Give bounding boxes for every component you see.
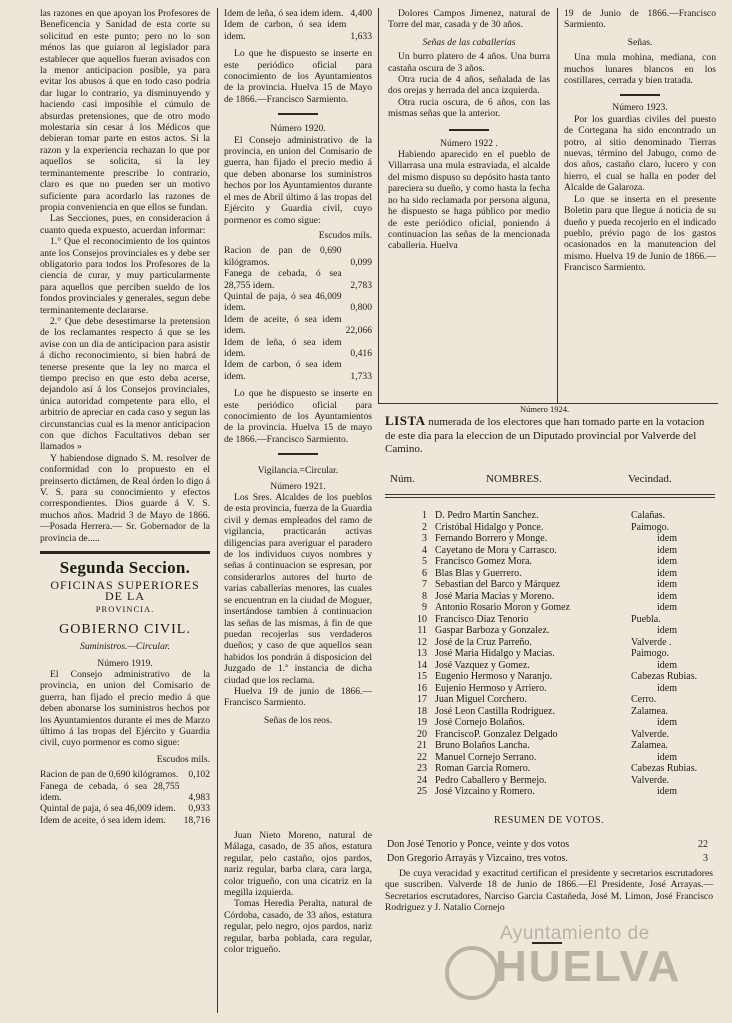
voter-number: 21 — [417, 740, 427, 751]
vote-text: Don José Tenorio y Ponce, veinte y dos votos — [387, 839, 570, 850]
voter-town: idem — [657, 751, 678, 763]
paragraph: Un burro platero de 4 años. Una burra castaña oscura de 3 años. — [388, 51, 550, 74]
voter-number: 5 — [422, 556, 427, 567]
table-row — [224, 359, 372, 382]
divider-ornament — [278, 113, 318, 115]
paragraph: 2.° Que debe desestimarse la pretension de los reclamantes respecto á que se les avise con un dia de anticipacion para asistir á dicho reconocimiento, si bien habrá de tenerse presente que la ley no marca el tiempo preciso en que esto deba acerse, dejandolo así á los Consejos provinciales, única autoridad competente para ello, el arbitrio de apreciar en cada caso y segun las circunstancias cual es la menor anticipacion con que dichos Facultativos deban ser llamados » — [40, 315, 210, 453]
paragraph: Lo que he dispuesto se inserte en este periódico oficial para conocimiento de los Ayuntamientos de la provincia. Huelva 15 de mayo de 1866.—Francisco Sarmiento. — [224, 388, 372, 445]
table-row — [385, 775, 705, 787]
price-item: Idem de aceite, ó sea idem idem. — [224, 313, 342, 337]
paragraph: De cuya veracidad y exactitud certifican el presidente y secretarios escrutadores que suscriben. Valverde 18 de Junio de 1866.—El Presidente, José Arrayas.—Secretarios escrutadores, Narciso Garcia Castañeda, José M. Limon, José Francisco Rodriguez y J. Natalio Cornejo — [385, 868, 713, 914]
price-item: Idem de carbon, ó sea idem idem. — [224, 359, 342, 382]
table-row — [40, 803, 210, 814]
voter-name: Sebastian del Barco y Márquez — [435, 579, 560, 590]
table-row — [224, 314, 372, 337]
voter-town: Paimogo. — [631, 648, 670, 659]
paragraph: Otra rucia de 4 años, señalada de las dos orejas y herrada del anca izquierda. — [388, 74, 550, 97]
subtitle: Suministros.—Circular. — [80, 641, 170, 653]
voter-town: idem — [657, 579, 678, 590]
price-item: Racion de pan de 0,690 kilógramos. — [40, 769, 179, 781]
subheading: Señas de los reos. — [263, 714, 333, 726]
column-3 — [388, 8, 550, 403]
voter-number: 16 — [417, 682, 427, 694]
table-row — [385, 740, 705, 752]
list-header-rule — [385, 494, 715, 495]
voter-number: 10 — [417, 613, 427, 625]
voter-town: Valverde. — [631, 774, 670, 786]
subheading: Señas de las caballerías — [422, 36, 516, 48]
summary-heading: RESUMEN DE VOTOS. — [493, 815, 605, 826]
voter-number: 18 — [417, 705, 427, 717]
table-row — [224, 268, 372, 291]
voter-name: Blas Blas y Guerrero. — [435, 567, 522, 579]
table-row — [387, 839, 708, 851]
notice-number: Número 1921. — [270, 480, 326, 492]
divider-ornament — [449, 129, 489, 131]
voter-town: Valverde. — [631, 728, 670, 740]
voter-town: idem — [657, 533, 678, 544]
voter-name: Manuel Cornejo Serrano. — [435, 751, 537, 763]
table-row — [385, 683, 705, 695]
table-row — [385, 533, 705, 545]
table-row — [385, 694, 705, 706]
voter-name: Eugenio Hermoso y Naranjo. — [435, 671, 553, 682]
paragraph: Huelva 19 de junio de 1866.—Francisco Sarmiento. — [224, 685, 372, 709]
table-row — [385, 729, 705, 741]
voter-town: idem — [657, 556, 678, 567]
table-row — [385, 671, 705, 683]
table-row — [224, 8, 372, 19]
notice-number: Número 1919. — [97, 657, 153, 669]
subtitle: Vigilancia.=Circular. — [257, 465, 339, 477]
price-item: Idem de carbon, ó sea idem idem. — [224, 19, 347, 42]
voter-town: idem — [657, 682, 678, 694]
voter-town: Puebla. — [631, 613, 661, 625]
notice-number: Número 1920. — [270, 123, 326, 135]
voter-town: Zalamea. — [631, 705, 668, 717]
price-value: 4,983 — [188, 792, 210, 803]
voter-number: 24 — [417, 774, 427, 786]
voter-town: idem — [657, 659, 678, 671]
voter-number: 1 — [422, 510, 427, 521]
table-row — [387, 853, 708, 865]
seal-icon — [445, 946, 499, 1000]
price-item: Quintal de paja, ó sea 46,009 idem. — [40, 803, 176, 815]
table-row — [385, 637, 705, 649]
paragraph: Habiendo aparecido en el pueblo de Villarrasa una mula estraviada, el alcalde del mismo dispuso su depósito hasta tanto pareciera su dueño, y como hasta la fecha no ha sido reclamada por persona alguna, he dispuesto se haga público por medio de este periódico oficial, poniendo á continuacion las señas de la mencionada caballeria. Huelva — [388, 149, 550, 252]
voter-town: idem — [657, 567, 678, 579]
divider-ornament — [620, 94, 660, 96]
price-value: 0,416 — [350, 347, 372, 359]
voter-number: 25 — [417, 786, 427, 797]
voter-name: Antonio Rosario Moron y Gomez — [435, 602, 570, 613]
price-value: 1,633 — [350, 30, 372, 42]
voter-name: FranciscoP. Gonzalez Delgado — [435, 728, 558, 740]
suspects-column — [224, 830, 372, 1010]
paragraph: Lo que se inserta en el presente Boletin para que llegue á noticia de su dueño y pueda recojerlo en el indicado pueblo, prévio pago de los gastos ocasionados en la manutencion del mismo. Huelva 19 de Junio de 1866.—Francisco Sarmiento. — [564, 193, 716, 274]
votes-summary — [385, 837, 710, 867]
paragraph: Juan Nieto Moreno, natural de Málaga, casado, de 35 años, estatura regular, pelo castaño, ojos pardos, nariz regular, barba clara, cara larga, color trigueño, con una cicatriz en la megilla izquierda. — [224, 830, 372, 899]
price-value: 0,800 — [350, 302, 372, 314]
table-row — [385, 614, 705, 626]
voter-town: idem — [657, 717, 678, 728]
vote-text: Don Gregorio Arrayás y Vizcaino, tres votos. — [387, 853, 568, 864]
voter-name: José Cornejo Bolaños. — [435, 717, 525, 728]
voter-town: idem — [657, 590, 678, 602]
table-row — [224, 337, 372, 360]
voter-town: idem — [657, 625, 678, 636]
column-header-names: NOMBRES. — [486, 473, 542, 485]
column-header-vecindad: Vecindad. — [628, 473, 672, 485]
paragraph: Otra rucia oscura, de 6 años, con las mismas señas que la anterior. — [388, 96, 550, 120]
voter-name: Pedro Caballero y Bermejo. — [435, 774, 547, 786]
voter-town: idem — [657, 602, 678, 613]
table-row — [224, 291, 372, 314]
notice-number: Número 1922 . — [440, 137, 498, 149]
voter-town: idem — [657, 786, 678, 797]
price-value: 0,102 — [188, 769, 210, 781]
voter-number: 22 — [417, 751, 427, 763]
price-item: Idem de leña, ó sea idem idem. — [224, 8, 344, 19]
voter-number: 17 — [417, 694, 427, 705]
voter-name: Eujenio Hermoso y Arriero. — [435, 682, 547, 694]
table-row — [385, 522, 705, 534]
price-table — [224, 8, 372, 42]
prices-header: Escudos mils. — [156, 753, 210, 765]
voter-number: 23 — [417, 763, 427, 774]
voter-town: Valverde . — [631, 636, 672, 648]
table-row — [385, 706, 705, 718]
voter-name: Francisco Diaz Tenorio — [435, 613, 529, 625]
voter-name: D. Pedro Martin Sanchez. — [435, 510, 539, 521]
table-row — [385, 786, 705, 798]
voter-number: 12 — [417, 636, 427, 648]
list-title-lead: LISTA — [385, 413, 426, 428]
table-row — [385, 717, 705, 729]
voter-name: José Leon Castilla Rodriguez. — [435, 705, 555, 717]
table-row — [385, 510, 705, 522]
voter-number: 3 — [422, 533, 427, 544]
paragraph: Dolores Campos Jimenez, natural de Torre del mar, casada y de 30 años. — [388, 8, 550, 31]
table-row — [385, 660, 705, 672]
voter-town: idem — [657, 544, 678, 556]
price-value: 22,066 — [345, 325, 372, 337]
table-row — [40, 781, 210, 804]
price-item: Racion de pan de 0,690 kilógramos. — [224, 245, 342, 268]
voter-number: 20 — [417, 728, 427, 740]
column-1 — [40, 8, 210, 1013]
voter-name: José Maria Hidalgo y Macias. — [435, 648, 555, 659]
table-row — [385, 648, 705, 660]
table-row — [224, 19, 372, 42]
voter-number: 13 — [417, 648, 427, 659]
table-row — [385, 568, 705, 580]
list-title — [385, 414, 713, 457]
price-value: 2,783 — [350, 279, 372, 291]
table-row — [385, 602, 705, 614]
paragraph: El Consejo administrativo de la provincia, en union del Comisario de guerra, han fijado el precio medio á que deben abonarse los suministros hechos por los Ayuntamientos durante el mes de Marzo último á las tropas del Ejército y Guardia civil, cuyo pormenor es como sigue: — [40, 668, 210, 749]
voter-name: Gaspar Barboza y Gonzalez. — [435, 625, 550, 636]
price-value: 0,099 — [350, 256, 372, 268]
table-row — [385, 625, 705, 637]
column-rule — [378, 8, 379, 403]
paragraph: Y habiendose dignado S. M. resolver de conformidad con lo propuesto en el preinserto dictámen, de Real órden lo digo á V. S. para su conocimiento y efectos correspondientes. Dios guarde á V. S. muchos años. Madrid 3 de Mayo de 1866.—Posada Herrera.— Sr. Gobernador de la provincia de..... — [40, 452, 210, 544]
voter-number: 9 — [422, 602, 427, 613]
closing-certification — [385, 868, 713, 914]
list-title-text: numerada de los electores que han tomado parte en la votacion de este dia para la eleccion de un Diputado provincial por Valverde del Camino. — [385, 416, 705, 455]
prices-header: Escudos mils. — [318, 229, 372, 241]
subheading: Señas. — [627, 36, 653, 48]
section-title: Segunda Seccion. — [59, 558, 191, 578]
voter-name: José Maria Macias y Moreno. — [435, 590, 555, 602]
voter-number: 4 — [422, 544, 427, 556]
voter-town: Paimogo. — [631, 521, 670, 533]
watermark — [455, 918, 725, 1003]
voter-number: 2 — [422, 521, 427, 533]
price-item: Idem de leña, ó sea idem idem. — [224, 336, 342, 359]
section-divider — [40, 551, 210, 554]
voter-town: Cerro. — [631, 694, 657, 705]
voter-number: 11 — [417, 625, 427, 636]
voter-town: Cabezas Rubias. — [631, 671, 698, 682]
price-value: 18,716 — [183, 814, 210, 826]
price-item: Quintal de paja, ó sea 46,009 idem. — [224, 290, 342, 314]
paragraph: El Consejo administrativo de la provincia, en union del Comisario de guerra, han fijado el precio medio á que deben abonarse los suministros hechos por los Ayuntamientos durante el mes de Abril último á las tropas del Ejército y Guardia civil, cuyo pormenor es como sigue: — [224, 134, 372, 226]
voter-name: Juan Miguel Corchero. — [435, 694, 527, 705]
notice-number: Número 1924. — [520, 404, 570, 414]
voter-name: Roman Garcia Romero. — [435, 763, 531, 774]
table-row — [385, 591, 705, 603]
price-table — [40, 769, 210, 826]
paragraph: 1.° Que el reconocimiento de los quintos ante los Consejos provinciales es y debe ser obligatorio para todos los Profesores de la ciencia de curar, y muy particularmente para aquellos que perciben sueldo de los fondos provinciales y generales, segun debe terminantemente declararse. — [40, 236, 210, 316]
voter-name: Francisco Gomez Mora. — [435, 556, 532, 567]
list-header-rule — [385, 497, 715, 498]
voter-name: Cayetano de Mora y Carrasco. — [435, 544, 557, 556]
voter-name: Fernando Borrero y Monge. — [435, 533, 548, 544]
voter-name: Bruno Bolaños Lancha. — [435, 740, 530, 751]
vote-count: 3 — [703, 853, 708, 864]
paragraph: Lo que he dispuesto se inserte en este periódico oficial para conocimiento de los Ayuntamientos de la provincia. Huelva 15 de Mayo de 1866.—Francisco Sarmiento. — [224, 48, 372, 105]
voter-name: José Vizcaino y Romero. — [435, 786, 535, 797]
column-rule — [217, 8, 218, 1013]
voter-number: 6 — [422, 567, 427, 579]
voter-town: Cabezas Rubias. — [631, 763, 698, 774]
offices-heading: OFICINAS SUPERIORES DE LA — [50, 577, 200, 603]
divider-ornament — [278, 453, 318, 455]
price-item: Idem de aceite, ó sea idem idem. — [40, 814, 166, 826]
price-value: 0,933 — [188, 803, 210, 815]
column-rule — [557, 8, 558, 403]
paragraph: Las Secciones, pues, en consideracion á cuanto queda expuesto, acuerdan informar: — [40, 213, 210, 236]
voter-number: 7 — [422, 579, 427, 590]
voter-number: 8 — [422, 590, 427, 602]
table-row — [224, 245, 372, 268]
voters-table — [385, 510, 705, 798]
column-header-number: Núm. — [390, 473, 415, 485]
table-row — [40, 815, 210, 826]
price-item: Fanega de cebada, ó sea 28,755 idem. — [224, 268, 342, 291]
voter-name: José de la Cruz Parreño. — [435, 636, 532, 648]
price-table — [224, 245, 372, 382]
paragraph: las razones en que apoyan los Profesores de Beneficencia y Sanidad de esta corte su solicitud en este punto; pero no lo son ménos las que guiaron al legislador para establecer que aquellos fueran avisados con la menor anticipacion posible, ya para evitar los abusos á que en todo caso podria dar lugar lo contrario, ya disminuyendo y haciendo casi imposible el cúmulo de absurdas pretensiones, que de otro modo molestaria sin cesar á los Médicos que debieran tomar parte en estos actos. Si la razon y la experiencia rechazan lo que por aquellos se solicita, si la ley terminantemente prescribe lo contrario, claro es que no pueden ser un motivo suficiente para acordarlo las razones de propia conveniencia en que ellos se fundan. — [40, 8, 210, 213]
table-row — [385, 556, 705, 568]
price-item: Fanega de cebada, ó sea 28,755 idem. — [40, 780, 180, 803]
voter-town: Zalamea. — [631, 740, 668, 751]
table-row — [40, 769, 210, 780]
table-row — [385, 752, 705, 764]
voter-number: 19 — [417, 717, 427, 728]
notice-number: Número 1923. — [612, 102, 668, 114]
vote-count: 22 — [698, 839, 708, 850]
table-row — [385, 763, 705, 775]
voter-name: Cristóbal Hidalgo y Ponce. — [435, 521, 544, 533]
voter-town: Calañas. — [631, 510, 666, 521]
paragraph: Los Sres. Alcaldes de los pueblos de esta provincia, fuerza de la Guardia civil y demas empleados del ramo de vigilancia, practicarán activas diligencias para averiguar el paradero de los individuos cuyos nombres y señas á continuacion se espresan, por considerarlos autores del hurto de varias caballerías menores, las cuales se encuentran en la ciudad de Moguer, insertándose tambien á continuacion las señas de las mismas, á fin de que puedan recojerlas sus verdaderos dueños; y caso de que aquellos sean habidos los pondrán á disposicion del Juzgado de 1.ª instancia de dicha ciudad que los reclama. — [224, 492, 372, 686]
watermark-line2: HUELVA — [495, 942, 682, 991]
paragraph: Por los guardias civiles del puesto de Cortegana ha sido encontrado un potro, al sitio denominado Tierras nuevas, término del Jabugo, como de dos años, castaño claro, lucero y con hierro, el cual se halla en poder del Alcalde de Galaroza. — [564, 113, 716, 194]
voter-number: 15 — [417, 671, 427, 682]
paragraph: Tomas Heredia Peralta, natural de Córdoba, casado, de 33 años, estatura regular, pelo negro, ojos pardos, nariz regular, barba poblada, cara regular, color trigueño. — [224, 898, 372, 956]
column-4 — [564, 8, 716, 403]
province-heading: PROVINCIA. — [95, 604, 155, 615]
price-value: 4,400 — [350, 8, 372, 19]
paragraph: 19 de Junio de 1866.—Francisco Sarmiento. — [564, 8, 716, 31]
watermark-line1: Ayuntamiento de — [500, 923, 650, 944]
table-row — [385, 579, 705, 591]
table-row — [385, 545, 705, 557]
price-value: 1,733 — [350, 370, 372, 382]
voter-number: 14 — [417, 659, 427, 671]
paragraph: Una mula mohina, mediana, con muchos lunares blancos en los costillares, cerrada y bien tratada. — [564, 52, 716, 87]
voter-name: José Vazquez y Gomez. — [435, 659, 530, 671]
government-heading: GOBIERNO CIVIL. — [59, 621, 191, 637]
